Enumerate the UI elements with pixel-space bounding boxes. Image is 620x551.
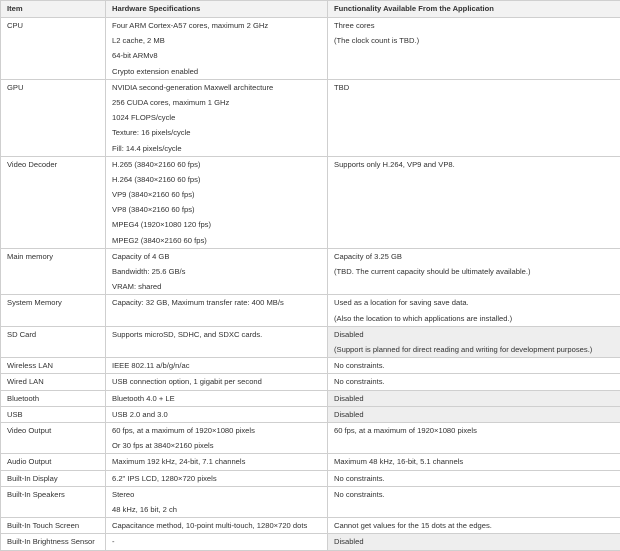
hardware-spec-line: 6.2" IPS LCD, 1280×720 pixels [112,471,327,486]
table-row [1,406,620,422]
hardware-cell [106,422,328,453]
table-body [1,18,620,551]
item-cell: Bluetooth [1,390,106,406]
hardware-cell [106,470,328,486]
functionality-line: No constraints. [334,358,620,373]
hardware-cell [106,18,328,80]
table-row [1,326,620,357]
hardware-spec-line: 48 kHz, 16 bit, 2 ch [112,502,327,517]
functionality-line: No constraints. [334,471,620,486]
functionality-cell [328,248,620,295]
hardware-spec-line: Texture: 16 pixels/cycle [112,125,327,140]
functionality-cell [328,486,620,517]
hardware-spec-line: Stereo [112,487,327,502]
functionality-line: (The clock count is TBD.) [334,33,620,48]
hardware-spec-line: MPEG4 (1920×1080 120 fps) [112,217,327,232]
functionality-cell [328,374,620,390]
item-cell: GPU [1,79,106,156]
header-functionality: Functionality Available From the Application [328,1,620,18]
header-hardware-specifications: Hardware Specifications [106,1,328,18]
table-row [1,18,620,80]
functionality-cell [328,295,620,326]
item-cell: Built-In Display [1,470,106,486]
functionality-line: Used as a location for saving save data. [334,295,620,310]
table-row [1,390,620,406]
functionality-line: No constraints. [334,374,620,389]
item-cell: Audio Output [1,454,106,470]
hardware-cell [106,518,328,534]
hardware-spec-line: Capacity of 4 GB [112,249,327,264]
functionality-cell [328,518,620,534]
item-cell: Video Output [1,422,106,453]
hardware-spec-line: Maximum 192 kHz, 24-bit, 7.1 channels [112,454,327,469]
functionality-cell [328,422,620,453]
functionality-line: (Also the location to which applications are installed.) [334,311,620,326]
functionality-line: (TBD. The current capacity should be ultimately available.) [334,264,620,279]
functionality-line: Capacity of 3.25 GB [334,249,620,264]
table-row [1,422,620,453]
table-row [1,486,620,517]
functionality-cell [328,79,620,156]
hardware-spec-line: USB 2.0 and 3.0 [112,407,327,422]
table-row [1,248,620,295]
item-cell: System Memory [1,295,106,326]
table-row [1,374,620,390]
table-row [1,358,620,374]
hardware-spec-line: Capacity: 32 GB, Maximum transfer rate: 400 MB/s [112,295,327,310]
hardware-spec-line: 64-bit ARMv8 [112,48,327,63]
item-cell: Built-In Brightness Sensor [1,534,106,550]
hardware-spec-line: 256 CUDA cores, maximum 1 GHz [112,95,327,110]
hardware-cell [106,79,328,156]
hardware-spec-line: 60 fps, at a maximum of 1920×1080 pixels [112,423,327,438]
table-row [1,295,620,326]
functionality-line: Disabled [334,327,620,342]
item-cell: Wired LAN [1,374,106,390]
table-row [1,534,620,550]
functionality-line: Disabled [334,391,620,406]
hardware-spec-line: Supports microSD, SDHC, and SDXC cards. [112,327,327,342]
header-row [1,1,620,18]
functionality-line: 60 fps, at a maximum of 1920×1080 pixels [334,423,620,438]
functionality-line: Supports only H.264, VP9 and VP8. [334,157,620,172]
item-cell: SD Card [1,326,106,357]
hardware-spec-line: Bluetooth 4.0 + LE [112,391,327,406]
hardware-spec-line: VP8 (3840×2160 60 fps) [112,202,327,217]
functionality-cell [328,326,620,357]
hardware-cell [106,406,328,422]
functionality-cell [328,156,620,248]
hardware-cell [106,295,328,326]
item-cell: CPU [1,18,106,80]
item-cell: Video Decoder [1,156,106,248]
hardware-spec-line: Or 30 fps at 3840×2160 pixels [112,438,327,453]
hardware-cell [106,390,328,406]
item-cell: Built-In Speakers [1,486,106,517]
item-cell: USB [1,406,106,422]
hardware-spec-line: VRAM: shared [112,279,327,294]
hardware-spec-line: NVIDIA second-generation Maxwell architecture [112,80,327,95]
hardware-spec-line: - [112,534,327,549]
functionality-line: (Support is planned for direct reading and writing for development purposes.) [334,342,620,357]
hardware-spec-line: H.264 (3840×2160 60 fps) [112,172,327,187]
hardware-spec-line: Fill: 14.4 pixels/cycle [112,141,327,156]
hardware-spec-line: H.265 (3840×2160 60 fps) [112,157,327,172]
hardware-cell [106,156,328,248]
functionality-line: Disabled [334,534,620,549]
table-row [1,156,620,248]
hardware-spec-line: MPEG2 (3840×2160 60 fps) [112,233,327,248]
functionality-cell [328,358,620,374]
hardware-spec-line: Capacitance method, 10-point multi-touch, 1280×720 dots [112,518,327,533]
hardware-spec-line: USB connection option, 1 gigabit per second [112,374,327,389]
hardware-cell [106,326,328,357]
item-cell: Wireless LAN [1,358,106,374]
header-item: Item [1,1,106,18]
functionality-line: Maximum 48 kHz, 16-bit, 5.1 channels [334,454,620,469]
functionality-line: Disabled [334,407,620,422]
functionality-cell [328,390,620,406]
functionality-line: Cannot get values for the 15 dots at the edges. [334,518,620,533]
item-cell: Built-In Touch Screen [1,518,106,534]
hardware-spec-line: Crypto extension enabled [112,64,327,79]
table-row [1,518,620,534]
hardware-spec-line: Bandwidth: 25.6 GB/s [112,264,327,279]
hardware-spec-line: VP9 (3840×2160 60 fps) [112,187,327,202]
functionality-line: TBD [334,80,620,95]
functionality-cell [328,18,620,80]
hardware-cell [106,374,328,390]
hardware-cell [106,454,328,470]
item-cell: Main memory [1,248,106,295]
hardware-cell [106,486,328,517]
hardware-cell [106,358,328,374]
hardware-spec-line: Four ARM Cortex-A57 cores, maximum 2 GHz [112,18,327,33]
functionality-line: Three cores [334,18,620,33]
table-row [1,79,620,156]
functionality-line: No constraints. [334,487,620,502]
functionality-cell [328,454,620,470]
hardware-spec-line: L2 cache, 2 MB [112,33,327,48]
hardware-cell [106,248,328,295]
hardware-cell [106,534,328,550]
functionality-cell [328,534,620,550]
functionality-cell [328,470,620,486]
table-row [1,454,620,470]
hardware-spec-line: 1024 FLOPS/cycle [112,110,327,125]
table-row [1,470,620,486]
hardware-spec-line: IEEE 802.11 a/b/g/n/ac [112,358,327,373]
functionality-cell [328,406,620,422]
